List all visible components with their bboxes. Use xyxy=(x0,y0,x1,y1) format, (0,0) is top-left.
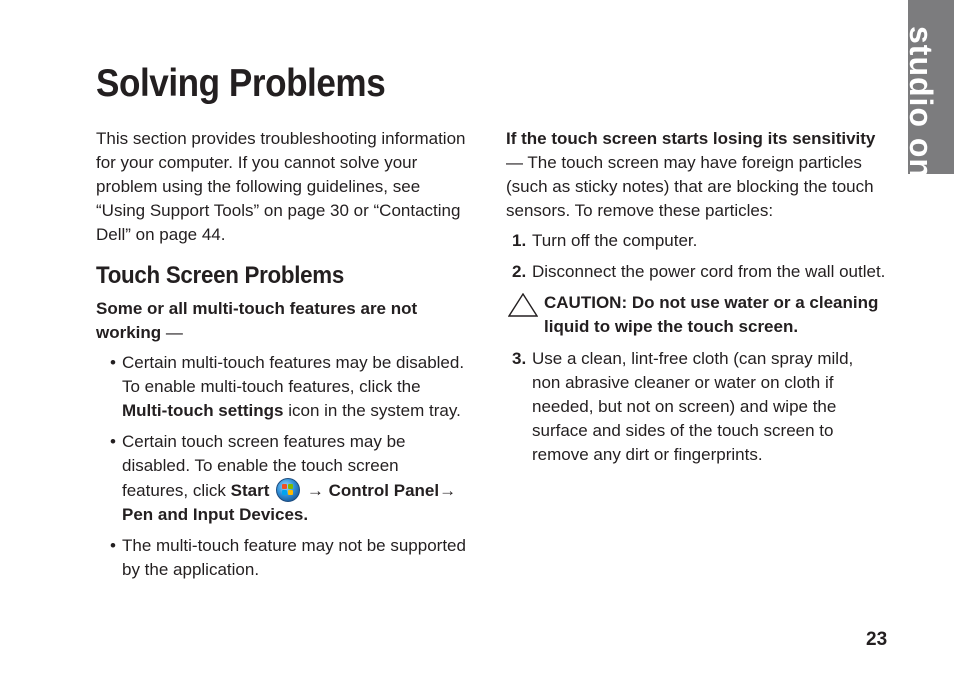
sensitivity-paragraph xyxy=(506,127,886,223)
step-item xyxy=(506,229,886,253)
side-tab-label: studio one xyxy=(903,26,939,198)
list-item xyxy=(96,534,466,582)
bullet-text: The multi-touch feature may not be supported by the application. xyxy=(122,536,466,579)
start-label: Start xyxy=(230,481,270,500)
step-number: 2. xyxy=(512,262,527,281)
list-item xyxy=(96,430,466,527)
caution-note xyxy=(506,291,886,339)
bullet-text: icon in the system tray. xyxy=(283,401,461,420)
left-column xyxy=(96,127,466,589)
sensitivity-issue-text: — The touch screen may have foreign particles (such as sticky notes) that are blocking the touch sensors. To remove these particles: xyxy=(506,153,874,220)
caution-text: CAUTION: Do not use water or a cleaning liquid to wipe the touch screen. xyxy=(544,293,879,336)
arrow-separator: → xyxy=(302,481,329,500)
issue-title xyxy=(96,297,466,345)
control-panel-label: Control Panel xyxy=(328,481,440,500)
bullet-text: Certain touch screen features may be disabled. To enable the touch screen features, click xyxy=(122,432,406,500)
caution-triangle-icon xyxy=(508,293,538,317)
bullet-mark: • xyxy=(110,353,116,372)
page-number: 23 xyxy=(866,629,888,650)
multi-touch-settings-label: Multi-touch settings xyxy=(122,401,284,420)
step-number: 3. xyxy=(512,349,527,368)
intro-paragraph: This section provides troubleshooting information for your computer. If you cannot solve your problem using the following guidelines, see “Using Support Tools” on page 30 or “Contacting Dell” on page 44. xyxy=(96,129,466,244)
issue-title-text: Some or all multi-touch features are not working xyxy=(96,299,418,342)
section-title: Touch Screen Problems xyxy=(96,262,345,289)
arrow-separator: → xyxy=(439,481,457,500)
windows-start-orb-icon xyxy=(276,478,300,502)
issue-title-dash: — xyxy=(161,323,183,342)
step-text: Use a clean, lint-free cloth (can spray mild, non abrasive cleaner or water on cloth if needed, but not on screen) and wipe the surface and sides of the touch screen to remove any dirt or fingerprints. xyxy=(532,349,854,464)
step-number: 1. xyxy=(512,231,527,250)
steps-list-continued xyxy=(506,347,886,467)
bullet-mark: • xyxy=(110,536,116,555)
pen-input-devices-label: Pen and Input Devices. xyxy=(122,505,309,524)
step-text: Disconnect the power cord from the wall outlet. xyxy=(532,262,886,281)
bullet-text: Certain multi-touch features may be disabled. To enable multi-touch features, click the xyxy=(122,353,465,396)
sensitivity-issue-title: If the touch screen starts losing its sensitivity xyxy=(506,129,876,148)
page-title: Solving Problems xyxy=(96,62,386,105)
step-text: Turn off the computer. xyxy=(532,231,698,250)
bullet-list xyxy=(96,351,466,582)
steps-list xyxy=(506,229,886,284)
list-item xyxy=(96,351,466,423)
step-item xyxy=(506,347,886,467)
right-column xyxy=(506,127,886,474)
step-item xyxy=(506,260,886,284)
bullet-mark: • xyxy=(110,432,116,451)
